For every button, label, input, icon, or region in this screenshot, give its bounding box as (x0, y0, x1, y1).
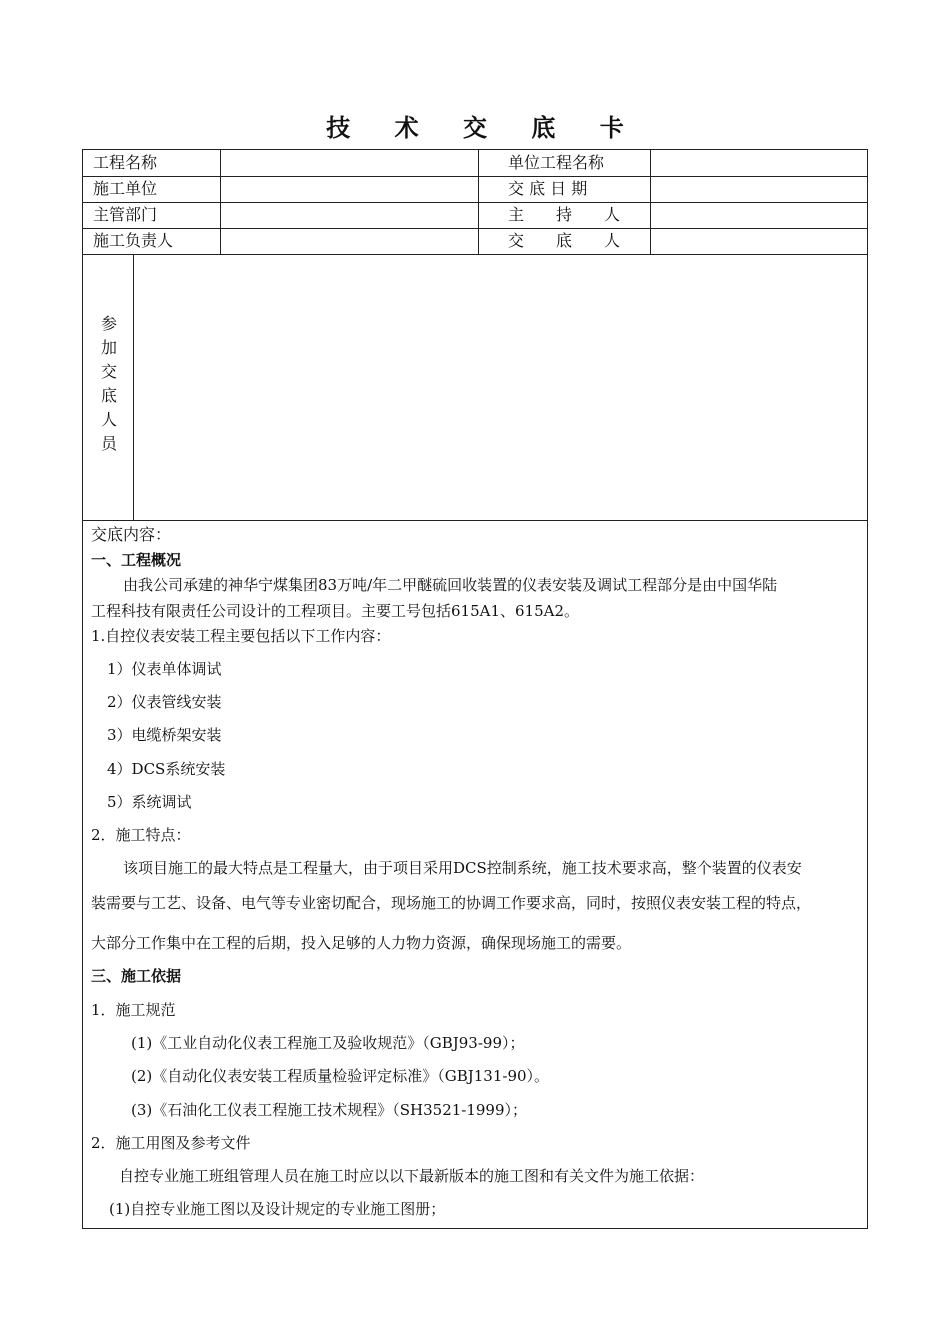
work-scope-title: 1.自控仪表安装工程主要包括以下工作内容： (91, 627, 391, 645)
content-heading: 交底内容： (91, 525, 172, 544)
standards-title: 1．施工规范 (91, 1001, 176, 1019)
features-paragraph-line: 该项目施工的最大特点是工程量大，由于项目采用DCS控制系统，施工技术要求高，整个装置的仪表安 (123, 859, 802, 877)
disclosure-date-label: 交 底 日 期 (508, 179, 588, 198)
drawings-title: 2．施工用图及参考文件 (91, 1134, 251, 1152)
work-item: 3）电缆桥架安装 (107, 726, 222, 744)
overview-paragraph-line: 由我公司承建的神华宁煤集团83万吨/年二甲醚硫回收装置的仪表安装及调试工程部分是由中国华陆 (123, 576, 778, 594)
features-paragraph-line: 大部分工作集中在工程的后期，投入足够的人力物力资源，确保现场施工的需要。 (91, 934, 632, 952)
standard-item: (1)《工业自动化仪表工程施工及验收规范》（GBJ93-99）； (131, 1034, 525, 1052)
standard-item: (3)《石油化工仪表工程施工技术规程》（SH3521-1999）； (131, 1101, 528, 1119)
work-item: 1）仪表单体调试 (107, 660, 222, 678)
standard-item: (2)《自动化仪表安装工程质量检验评定标准》（GBJ131-90）。 (131, 1067, 550, 1085)
participants-area (134, 255, 867, 519)
row-divider (83, 202, 867, 203)
construction-unit-label: 施工单位 (93, 179, 158, 198)
department-label: 主管部门 (93, 205, 158, 224)
overview-paragraph-line: 工程科技有限责任公司设计的工程项目。主要工号包括615A1、615A2。 (91, 602, 580, 620)
features-paragraph-line: 装需要与工艺、设备、电气等专业密切配合，现场施工的协调工作要求高，同时，按照仪表安装工程的特点， (91, 894, 812, 912)
work-item: 4）DCS系统安装 (107, 760, 226, 778)
page-title: 技 术 交 底 卡 (326, 113, 642, 142)
project-name-label: 工程名称 (93, 153, 158, 172)
unit-project-name-label: 单位工程名称 (508, 153, 605, 172)
drawings-paragraph: 自控专业施工班组管理人员在施工时应以以下最新版本的施工图和有关文件为施工依据： (119, 1167, 705, 1185)
row-divider (83, 176, 867, 177)
features-title: 2．施工特点： (91, 826, 191, 844)
disclosure-form (82, 149, 868, 1229)
construction-lead-label: 施工负责人 (93, 231, 174, 250)
column-divider (650, 150, 651, 254)
drawings-item: (1)自控专业施工图以及设计规定的专业施工图册； (109, 1200, 446, 1218)
work-item: 5）系统调试 (107, 793, 192, 811)
participants-label-cell (83, 254, 133, 520)
section-basis-title: 三、施工依据 (91, 967, 182, 985)
column-divider (478, 150, 479, 254)
column-divider (220, 150, 221, 254)
section-overview-title: 一、工程概况 (91, 551, 182, 569)
row-divider (83, 228, 867, 229)
participants-label: 参加交底人员 (98, 315, 118, 459)
row-divider (83, 520, 867, 521)
host-label: 主 持 人 (508, 205, 621, 224)
discloser-label: 交 底 人 (508, 231, 621, 250)
work-item: 2）仪表管线安装 (107, 693, 222, 711)
